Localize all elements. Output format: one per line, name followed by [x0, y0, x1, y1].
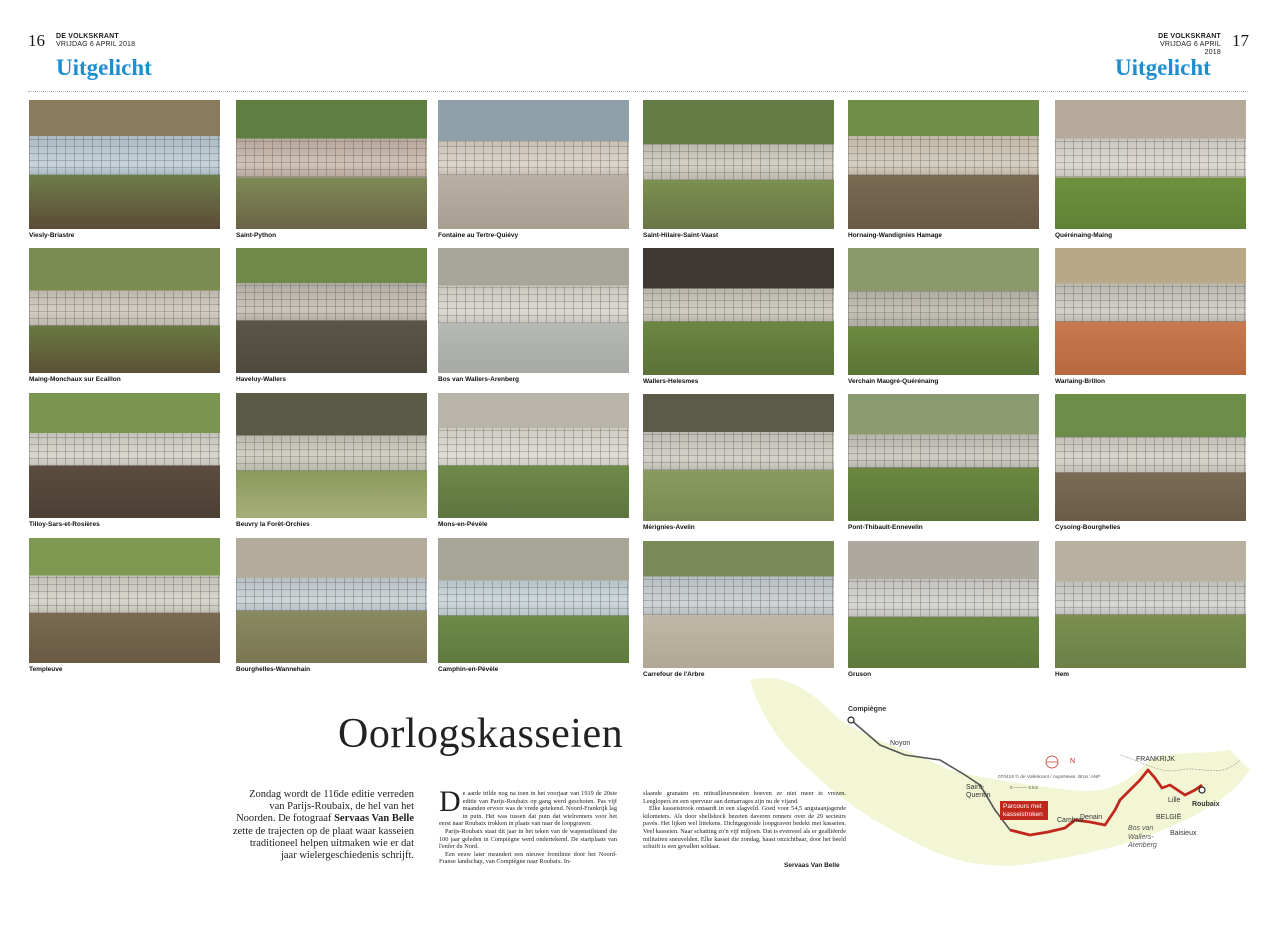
- paragraph: Een eeuw later meandert een nieuwe frontlinie door het Noord-Franse landschap, van Compiègne naar Roubaix. In-: [439, 850, 617, 866]
- section-title-left: Uitgelicht: [56, 55, 152, 80]
- cobblestone-road-image: [848, 394, 1039, 521]
- photo-caption: Mérignies-Avelin: [643, 524, 695, 531]
- photo-caption: Mons-en-Pévèle: [438, 521, 488, 528]
- paragraph: Parijs-Roubaix staat dit jaar in het teken van de wapenstilstand die 100 jaar geleden in Compiègne werd ondertekend. De startplaats van l'enfer du Nord.: [439, 827, 617, 851]
- cobblestone-road-image: [848, 100, 1039, 229]
- cobblestone-road-image: [643, 541, 834, 668]
- map-credit: 070418 © de Volkskrant / nupsNews. Bron: ANP: [998, 775, 1101, 780]
- photo-caption: Hem: [1055, 671, 1070, 678]
- photo-caption: Viesly-Briastre: [29, 232, 75, 239]
- map-label-roubaix: Roubaix: [1192, 801, 1220, 808]
- cobblestone-photo: [643, 394, 834, 533]
- cobblestone-road-image: [848, 541, 1039, 668]
- cobblestone-photo: [29, 393, 220, 530]
- cobblestone-road-image: [643, 248, 834, 375]
- map-label-saint-quentin: Saint-Quentin: [966, 784, 991, 799]
- cobblestone-road-image: [1055, 100, 1246, 229]
- map-legend: Parcours met kasseistroken: [1000, 801, 1048, 820]
- cobblestone-photo: [29, 538, 220, 675]
- cobblestone-road-image: [438, 100, 629, 229]
- cobblestone-photo: [438, 248, 629, 385]
- photo-caption: Camphin-en-Pévèle: [438, 666, 499, 673]
- finish-marker: [1199, 787, 1205, 793]
- article-headline: Oorlogskasseien: [338, 711, 624, 757]
- cobblestone-photo: [1055, 394, 1246, 533]
- masthead-left: [56, 33, 135, 49]
- map-label-compiegne: Compiègne: [848, 706, 887, 713]
- photo-caption: Cysoing-Bourghelles: [1055, 524, 1121, 531]
- cobblestone-photo: [1055, 248, 1246, 387]
- photo-caption: Hornaing-Wandignies Hamage: [848, 232, 943, 239]
- article-byline: Servaas Van Belle: [784, 862, 840, 869]
- map-label-frankrijk: FRANKRIJK: [1136, 756, 1175, 763]
- photo-caption: Bourghelles-Wannehain: [236, 666, 311, 673]
- cobblestone-road-image: [848, 248, 1039, 375]
- photo-caption: Maing-Monchaux sur Ecaillon: [29, 376, 121, 383]
- map-label-bos-van: Bos van: [1128, 825, 1154, 832]
- photo-caption: Bos van Wallers-Arenberg: [438, 376, 520, 383]
- photo-caption: Verchain Maugré-Quérénaing: [848, 378, 939, 385]
- cobblestone-road-image: [29, 393, 220, 518]
- north-label: N: [1070, 758, 1076, 765]
- cobblestone-photo: [236, 100, 427, 241]
- cobblestone-road-image: [643, 394, 834, 521]
- cobblestone-photo: [29, 248, 220, 385]
- map-label-noyon: Noyon: [890, 740, 911, 747]
- paper-date: VRIJDAG 6 APRIL 2018: [56, 41, 136, 48]
- cobblestone-photo: [848, 100, 1039, 241]
- map-label-denain: Denain: [1080, 814, 1103, 821]
- cobblestone-photo: [29, 100, 220, 241]
- page-number-left: 16: [28, 31, 45, 50]
- article-intro: [232, 789, 414, 862]
- map-scale: 0 ——— 5 km: [1010, 785, 1039, 790]
- map-label-lille: Lille: [1168, 797, 1181, 804]
- page-number-right: 17: [1232, 31, 1249, 50]
- article-column-2: [643, 790, 846, 851]
- intro-text-end: zette de trajecten op de plaat waar kasseien traditioneel helpen uitmaken wie er dat jaar wielergeschiedenis schrijft.: [232, 825, 414, 862]
- paragraph: De aarde trilde nog na toen in het voorjaar van 1919 de 20ste editie van Parijs-Roubaix op gang werd geschoten. Pas vijf maanden ervoor was de vrede getekend. Noord-Frankrijk lag in puin. Het was tussen dat puin dat wielrenners voor het eerst naar Roubaix trokken in plaats van naar de loopgraven.: [439, 785, 617, 828]
- cobblestone-photo: [643, 248, 834, 387]
- cobblestone-road-image: [236, 538, 427, 663]
- paragraph: slaande granaten en mitrailleursnesten hoeven ze niet meer te vrezen. Leeglopers en een spervuur aan demarrages zijn nu de vijand.: [643, 790, 846, 805]
- photo-caption: Wallers-Helesmes: [643, 378, 699, 385]
- paper-name: DE VOLKSKRANT: [1158, 33, 1221, 40]
- cobblestone-road-image: [438, 248, 629, 373]
- cobblestone-road-image: [1055, 541, 1246, 668]
- paper-date: VRIJDAG 6 APRIL 2018: [1160, 41, 1221, 56]
- map-label-belgie: BELGIË: [1156, 814, 1182, 821]
- photo-caption: Gruson: [848, 671, 872, 678]
- section-title-right: Uitgelicht: [1115, 55, 1211, 80]
- map-label-wallers-arenberg: Wallers-Arenberg: [1128, 834, 1157, 849]
- cobblestone-road-image: [438, 393, 629, 518]
- photo-caption: Warlaing-Brillon: [1055, 378, 1105, 385]
- photo-caption: Saint-Hilaire-Saint-Vaast: [643, 232, 719, 239]
- map-label-cambrai: Cambrai: [1057, 817, 1084, 824]
- photo-caption: Quérénaing-Maing: [1055, 232, 1113, 239]
- dropcap: D: [439, 785, 461, 818]
- cobblestone-photo: [848, 248, 1039, 387]
- cobblestone-photo: [438, 393, 629, 530]
- cobblestone-photo: [1055, 100, 1246, 241]
- cobblestone-road-image: [643, 100, 834, 229]
- intro-photographer: Servaas Van Belle: [334, 813, 414, 825]
- cobblestone-photo: [643, 100, 834, 241]
- cobblestone-road-image: [236, 393, 427, 518]
- cobblestone-road-image: [1055, 248, 1246, 375]
- paragraph: Elke kasseistrook ontaardt in een slagveld. Goed voor 54,5 angstaanjagende kilometers. Als door shellshock bezeten daveren renners over de 29 secteurs pavés. Het lijken wel littekens. Dichtgegooide loopgraven bedekt met kasseien. Veel kasseien. Naar schatting zo'n vijf miljoen. Dat is evenveel als er gealliëerde militairen sneuvelden. Elke kassei die zondag, haast onzichtbaar, door het beeld schuift is een gevallen soldaat.: [643, 805, 846, 851]
- start-marker: [848, 717, 854, 723]
- cobblestone-road-image: [29, 248, 220, 373]
- cobblestone-photo: [438, 100, 629, 241]
- cobblestone-road-image: [438, 538, 629, 663]
- photo-caption: Haveluy-Wallers: [236, 376, 286, 383]
- cobblestone-road-image: [1055, 394, 1246, 521]
- masthead-right: [1155, 33, 1221, 57]
- paper-name: DE VOLKSKRANT: [56, 33, 119, 40]
- article-column-1: [439, 785, 617, 866]
- photo-caption: Carrefour de l'Arbre: [643, 671, 705, 678]
- map-label-baisieux: Baisieux: [1170, 830, 1197, 837]
- photo-caption: Pont-Thibault-Ennevelin: [848, 524, 923, 531]
- cobblestone-photo: [236, 393, 427, 530]
- cobblestone-road-image: [29, 100, 220, 229]
- cobblestone-photo: [236, 538, 427, 675]
- cobblestone-road-image: [236, 248, 427, 373]
- photo-caption: Tilloy-Sars-et-Rosières: [29, 521, 100, 528]
- cobblestone-road-image: [29, 538, 220, 663]
- photo-caption: Templeuve: [29, 666, 63, 673]
- cobblestone-road-image: [236, 100, 427, 229]
- header-divider: [28, 91, 1248, 92]
- photo-caption: Saint-Python: [236, 232, 277, 239]
- photo-caption: Fontaine au Tertre-Quiévy: [438, 232, 519, 239]
- cobblestone-photo: [236, 248, 427, 385]
- photo-caption: Beuvry la Forêt-Orchies: [236, 521, 310, 528]
- intro-text-start: Zondag wordt de 116de editie verreden van Parijs-Roubaix, de hel van het Noorden. De fotograaf: [236, 789, 414, 825]
- cobblestone-photo: [438, 538, 629, 675]
- cobblestone-photo: [848, 394, 1039, 533]
